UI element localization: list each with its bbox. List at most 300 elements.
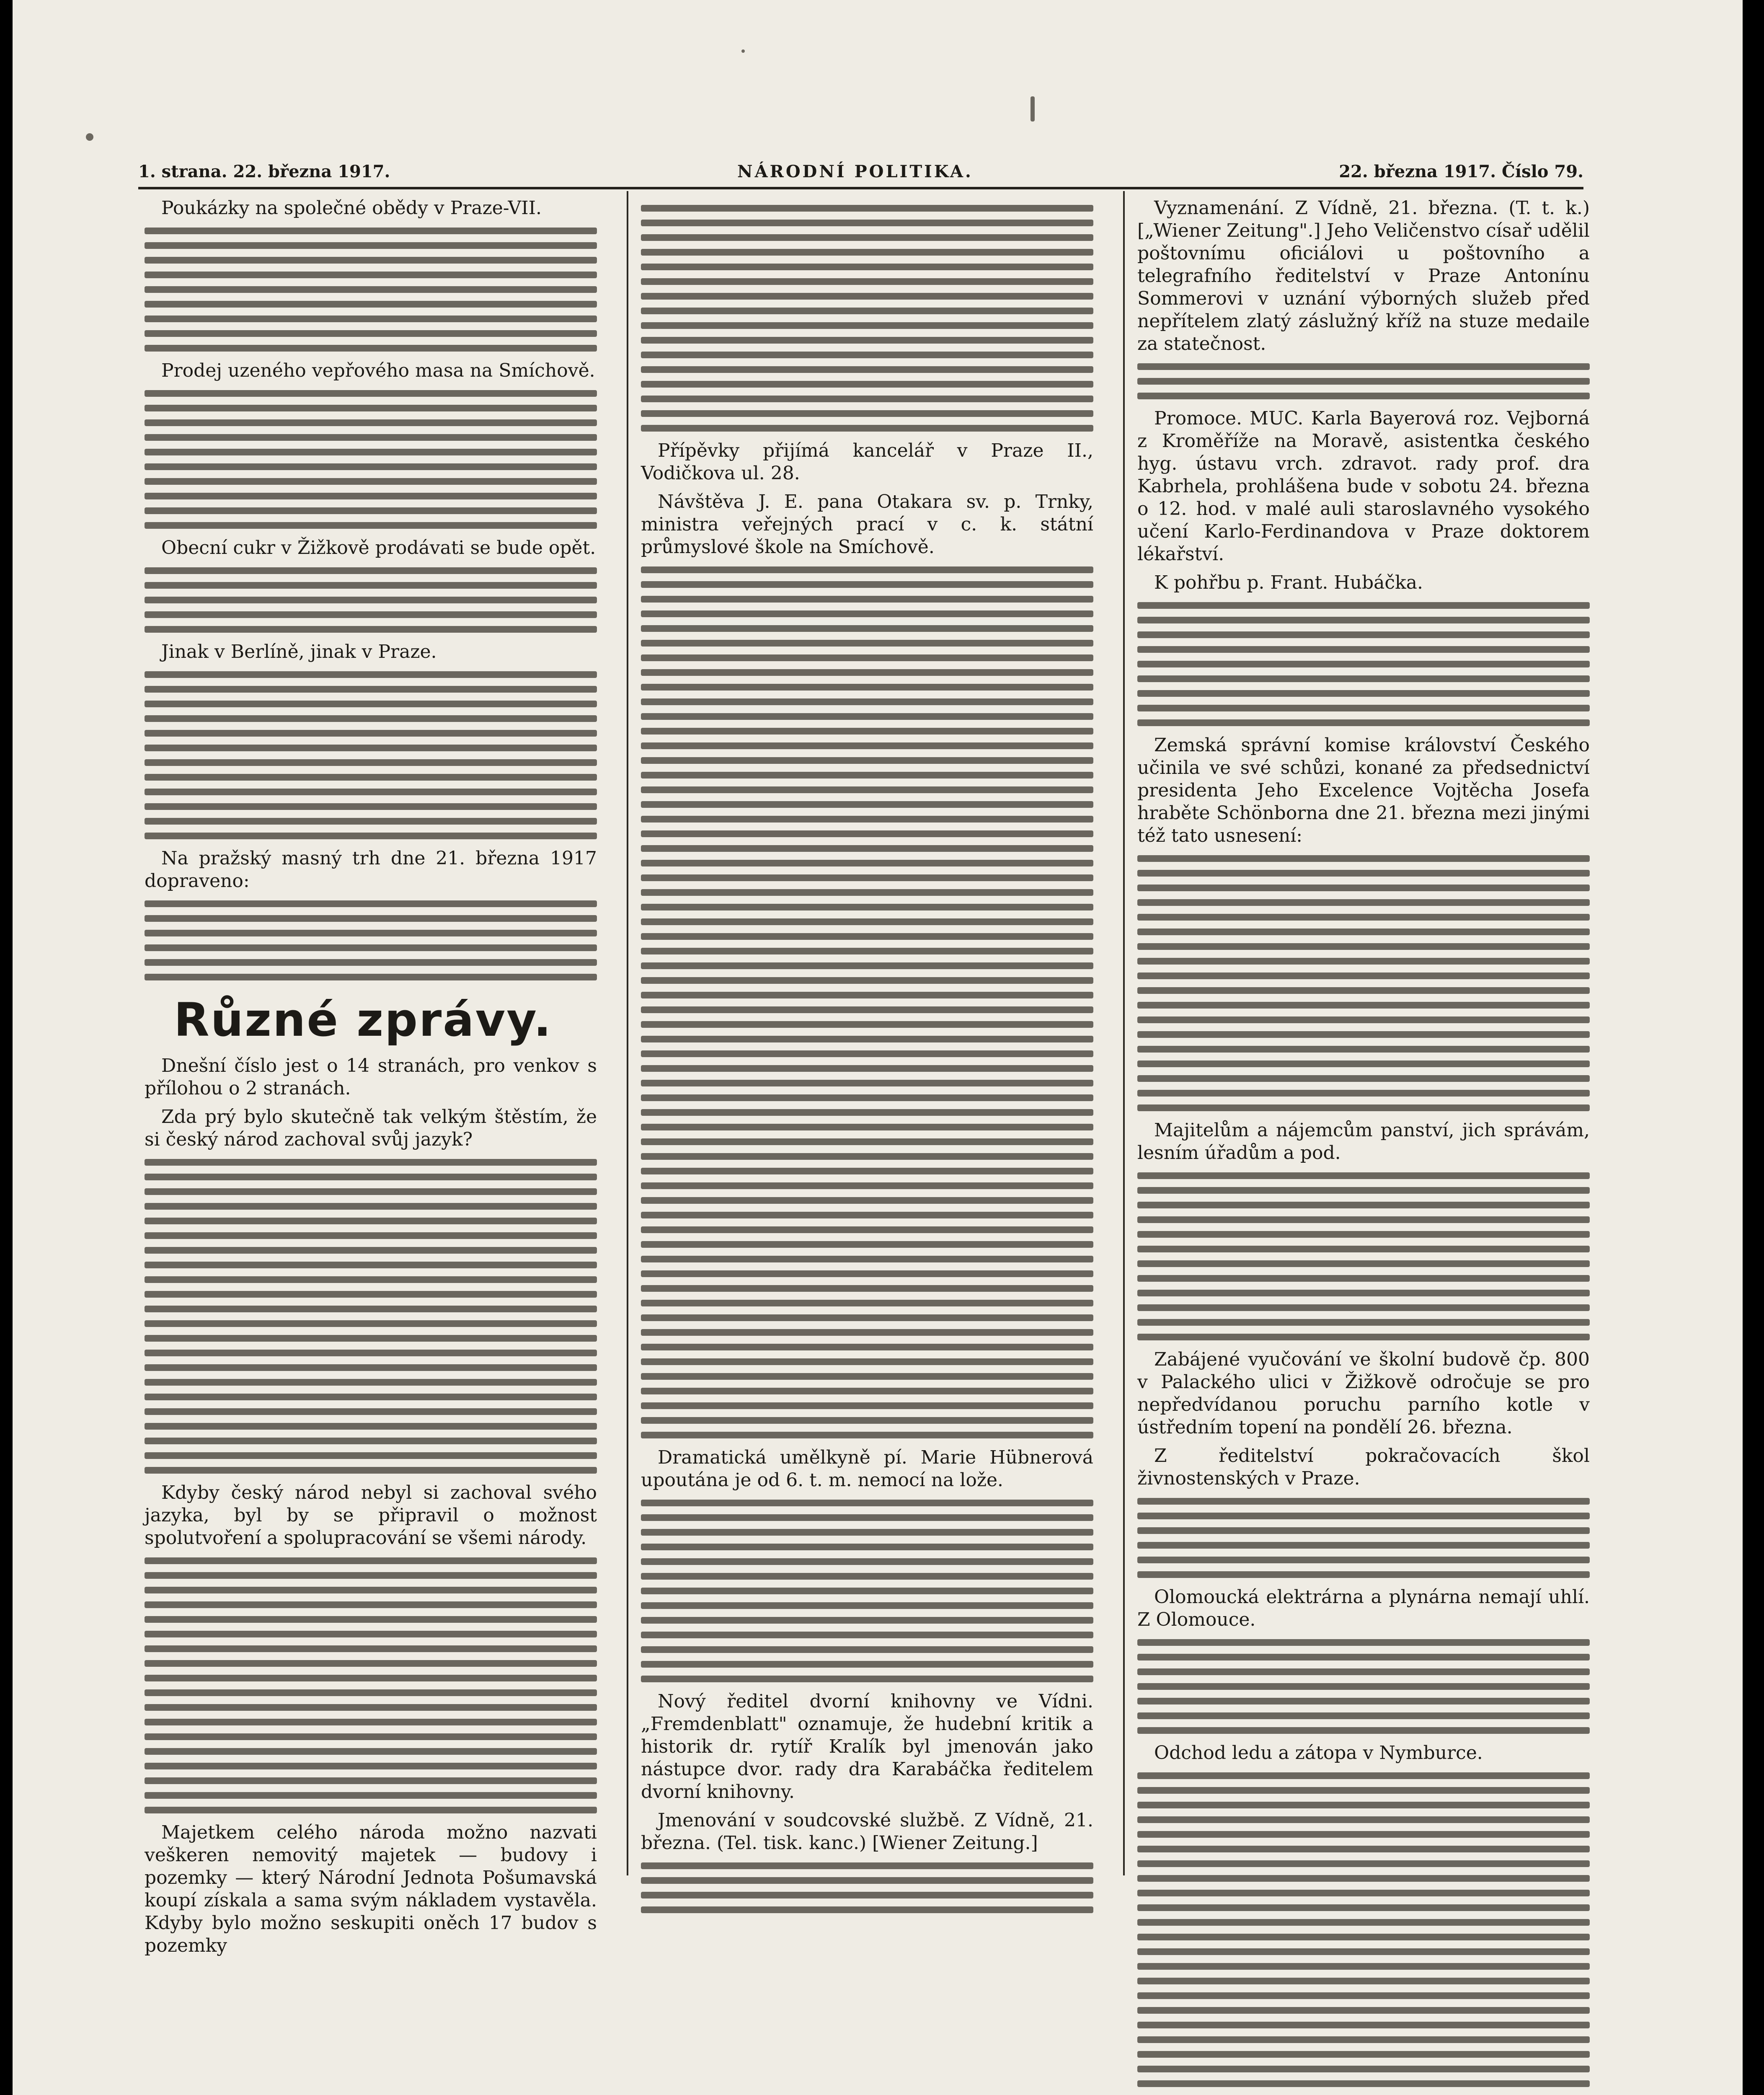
illegible-text-line <box>1137 1172 1590 1179</box>
illegible-text-line <box>145 507 597 514</box>
illegible-text-line <box>145 1675 597 1681</box>
illegible-text-block <box>145 228 597 352</box>
illegible-text-line <box>1137 1498 1590 1505</box>
illegible-text-line <box>145 1719 597 1725</box>
illegible-text-line <box>1137 2080 1590 2087</box>
illegible-text-line <box>1137 1075 1590 1082</box>
illegible-text-line <box>641 786 1093 793</box>
illegible-text-line <box>145 390 597 397</box>
illegible-text-line <box>145 900 597 907</box>
article-paragraph: K pohřbu p. Frant. Hubáčka. <box>1154 572 1423 593</box>
illegible-text-line <box>641 1036 1093 1042</box>
illegible-text-line <box>1137 705 1590 711</box>
article-paragraph: Nový ředitel dvorní knihovny ve Vídni. „Fremdenblatt" oznamuje, že hudební kritik a historik dr. rytíř Kralík byl jmenován jako nástupce dvor. rady dra Karabáčka ředitelem dvorní knihovny. <box>641 1691 1093 1803</box>
illegible-text-line <box>641 1197 1093 1204</box>
print-speck <box>1031 96 1035 122</box>
illegible-text-line <box>145 774 597 781</box>
illegible-text-line <box>1137 1639 1590 1646</box>
illegible-text-line <box>1137 1904 1590 1911</box>
illegible-text-line <box>145 1394 597 1400</box>
article-paragraph: Dramatická umělkyně pí. Marie Hübnerová upoutána je od 6. t. m. nemocí na lože. <box>641 1447 1093 1491</box>
illegible-text-line <box>1137 870 1590 877</box>
illegible-text-line <box>641 830 1093 837</box>
illegible-text-line <box>145 1616 597 1623</box>
illegible-text-line <box>145 1232 597 1239</box>
illegible-text-line <box>1137 1712 1590 1719</box>
illegible-text-line <box>641 566 1093 573</box>
illegible-text-line <box>641 381 1093 388</box>
illegible-text-line <box>145 789 597 795</box>
illegible-text-line <box>641 933 1093 940</box>
illegible-text-block <box>145 900 597 980</box>
illegible-text-line <box>1137 914 1590 921</box>
illegible-text-line <box>641 962 1093 969</box>
illegible-text-line <box>641 410 1093 417</box>
illegible-text-line <box>641 918 1093 925</box>
illegible-text-line <box>641 757 1093 764</box>
illegible-text-line <box>641 1602 1093 1609</box>
header-page-date: 1. strana. 22. března 1917. <box>138 162 390 181</box>
illegible-text-line <box>145 1188 597 1195</box>
illegible-text-line <box>1137 885 1590 891</box>
illegible-text-line <box>641 1212 1093 1218</box>
illegible-text-line <box>641 352 1093 358</box>
illegible-text-line <box>145 1335 597 1342</box>
illegible-text-line <box>1137 1031 1590 1038</box>
illegible-text-line <box>641 1300 1093 1306</box>
article-paragraph: Poukázky na společné obědy v Praze-VII. <box>161 197 542 219</box>
illegible-text-line <box>145 228 597 234</box>
illegible-text-line <box>641 1417 1093 1424</box>
illegible-text-block <box>1137 1639 1590 1734</box>
illegible-text-line <box>1137 1948 1590 1955</box>
illegible-text-line <box>1137 1319 1590 1326</box>
illegible-text-line <box>145 1587 597 1593</box>
illegible-text-line <box>641 1544 1093 1550</box>
illegible-text-line <box>641 977 1093 984</box>
illegible-text-line <box>1137 1513 1590 1519</box>
illegible-text-line <box>145 701 597 707</box>
illegible-text-line <box>145 915 597 922</box>
illegible-text-line <box>1137 2022 1590 2028</box>
article-paragraph: Zemská správní komise království Českého učinila ve své schůzi, konané za předsednictví presidenta Jeho Excelence Vojtěcha Josefa hraběte Schönborna dne 21. března mezi jinými též tato usnesení: <box>1137 735 1590 846</box>
illegible-text-line <box>1137 1934 1590 1940</box>
illegible-text-line <box>641 1138 1093 1145</box>
illegible-text-line <box>641 1558 1093 1565</box>
illegible-text-line <box>641 713 1093 720</box>
illegible-text-line <box>145 1276 597 1283</box>
illegible-text-line <box>145 478 597 485</box>
illegible-text-line <box>1137 631 1590 638</box>
illegible-text-line <box>145 759 597 766</box>
article-paragraph: Návštěva J. E. pana Otakara sv. p. Trnky, ministra veřejných prací v c. k. státní průmyslové škole na Smíchově. <box>641 491 1093 558</box>
illegible-text-line <box>641 1109 1093 1116</box>
illegible-text-line <box>145 930 597 936</box>
newspaper-page <box>13 0 1743 2095</box>
illegible-text-line <box>1137 1787 1590 1794</box>
illegible-text-line <box>145 582 597 589</box>
illegible-text-line <box>1137 1978 1590 1984</box>
illegible-text-line <box>641 1124 1093 1130</box>
illegible-text-line <box>641 1500 1093 1506</box>
illegible-text-line <box>1137 393 1590 399</box>
illegible-text-line <box>1137 1016 1590 1023</box>
illegible-text-line <box>145 1423 597 1430</box>
illegible-text-line <box>641 1080 1093 1086</box>
illegible-text-line <box>145 1467 597 1474</box>
illegible-text-line <box>641 596 1093 603</box>
illegible-text-line <box>1137 1963 1590 1970</box>
illegible-text-line <box>641 1050 1093 1057</box>
illegible-text-block <box>1137 1772 1590 2095</box>
illegible-text-line <box>641 698 1093 705</box>
column-2 <box>641 197 1093 1921</box>
illegible-text-line <box>1137 1060 1590 1067</box>
illegible-text-line <box>641 1632 1093 1638</box>
illegible-text-line <box>145 1763 597 1769</box>
illegible-text-line <box>641 278 1093 285</box>
illegible-text-line <box>641 249 1093 256</box>
illegible-text-line <box>1137 1992 1590 1999</box>
illegible-text-line <box>1137 1816 1590 1823</box>
illegible-text-line <box>641 1241 1093 1248</box>
illegible-text-line <box>1137 2051 1590 2058</box>
illegible-text-line <box>145 1572 597 1579</box>
illegible-text-line <box>1137 1187 1590 1194</box>
illegible-text-line <box>641 874 1093 881</box>
column-divider <box>1123 191 1125 1875</box>
illegible-text-line <box>1137 1527 1590 1534</box>
illegible-text-line <box>145 1408 597 1415</box>
illegible-text-line <box>1137 972 1590 979</box>
illegible-text-line <box>145 1777 597 1784</box>
article-paragraph: Majetkem celého národa možno nazvati veškeren nemovitý majetek — budovy i pozemky — který Národní Jednota Pošumavská koupí získala a sama svým nákladem vystavěla. Kdyby bylo možno seskupiti oněch 17 budov s pozemky <box>145 1822 597 1956</box>
article-paragraph: Dnešní číslo jest o 14 stranách, pro venkov s přílohou o 2 stranách. <box>145 1055 597 1099</box>
illegible-text-line <box>1137 1683 1590 1690</box>
illegible-text-line <box>641 1344 1093 1350</box>
illegible-text-line <box>145 1247 597 1254</box>
illegible-text-line <box>145 686 597 693</box>
illegible-text-line <box>145 1733 597 1740</box>
column-1 <box>145 197 597 1963</box>
illegible-text-block <box>145 1557 597 1813</box>
illegible-text-line <box>145 316 597 322</box>
illegible-text-line <box>641 948 1093 954</box>
illegible-text-line <box>641 308 1093 314</box>
illegible-text-line <box>145 272 597 278</box>
illegible-text-line <box>145 1203 597 1210</box>
illegible-text-line <box>145 1645 597 1652</box>
illegible-text-line <box>145 1159 597 1166</box>
illegible-text-line <box>641 1588 1093 1594</box>
illegible-text-line <box>1137 1919 1590 1926</box>
illegible-text-line <box>641 581 1093 588</box>
illegible-text-line <box>145 1601 597 1608</box>
illegible-text-line <box>1137 2036 1590 2043</box>
illegible-text-line <box>1137 1275 1590 1282</box>
article-paragraph: Promoce. MUC. Karla Bayerová roz. Vejborná z Kroměříže na Moravě, asistentka českého hyg. ústavu vrch. zdravot. rady prof. dra Kabrhela, prohlášena bude v sobotu 24. března o 12. hod. v malé auli staroslavného vysokého učení Karlo-Ferdinandova v Praze doktorem lékařství. <box>1137 408 1590 565</box>
illegible-text-line <box>641 992 1093 998</box>
illegible-text-line <box>641 654 1093 661</box>
article-paragraph: Zabájené vyučování ve školní budově čp. 800 v Palackého ulici v Žižkově odročuje se pro nepředvídanou poruchu parního kotle v ústředním topení na pondělí 26. března. <box>1137 1349 1590 1438</box>
illegible-text-line <box>641 1661 1093 1668</box>
illegible-text-line <box>1137 1727 1590 1734</box>
illegible-text-line <box>145 1438 597 1444</box>
article-paragraph: Jmenování v soudcovské službě. Z Vídně, 21. března. (Tel. tisk. kanc.) [Wiener Zeitung.] <box>641 1810 1093 1854</box>
illegible-text-line <box>641 1270 1093 1277</box>
illegible-text-line <box>1137 602 1590 609</box>
article-paragraph: Odchod ledu a zátopa v Nymburce. <box>1154 1742 1483 1764</box>
illegible-text-line <box>641 1256 1093 1262</box>
article-paragraph: Přípěvky přijímá kancelář v Praze II., Vodičkova ul. 28. <box>641 440 1093 484</box>
illegible-text-line <box>1137 1802 1590 1808</box>
illegible-text-line <box>641 366 1093 373</box>
illegible-text-line <box>1137 987 1590 994</box>
illegible-text-line <box>1137 1090 1590 1097</box>
illegible-text-line <box>641 742 1093 749</box>
illegible-text-line <box>641 772 1093 779</box>
print-speck <box>741 49 745 53</box>
illegible-text-line <box>641 669 1093 676</box>
illegible-text-line <box>641 801 1093 808</box>
illegible-text-line <box>641 1329 1093 1336</box>
print-speck <box>86 133 93 141</box>
illegible-text-line <box>641 1094 1093 1101</box>
illegible-text-line <box>145 1320 597 1327</box>
illegible-text-line <box>641 337 1093 344</box>
illegible-text-line <box>145 597 597 603</box>
section-heading: Různé zprávy. <box>174 993 553 1047</box>
illegible-text-line <box>145 1379 597 1386</box>
illegible-text-line <box>145 463 597 470</box>
illegible-text-line <box>1137 1571 1590 1578</box>
illegible-text-line <box>641 1373 1093 1380</box>
illegible-text-line <box>145 1174 597 1180</box>
illegible-text-line <box>641 1168 1093 1174</box>
illegible-text-line <box>1137 1698 1590 1704</box>
illegible-text-line <box>1137 661 1590 667</box>
illegible-text-line <box>641 625 1093 632</box>
header-masthead: NÁRODNÍ POLITIKA. <box>737 162 973 181</box>
illegible-text-line <box>641 1153 1093 1160</box>
illegible-text-line <box>1137 1231 1590 1238</box>
illegible-text-line <box>1137 1890 1590 1896</box>
illegible-text-line <box>145 944 597 951</box>
illegible-text-line <box>1137 1104 1590 1111</box>
illegible-text-block <box>641 1006 1093 1438</box>
illegible-text-line <box>145 1306 597 1312</box>
illegible-text-line <box>145 1364 597 1371</box>
illegible-text-line <box>641 889 1093 896</box>
illegible-text-line <box>145 242 597 249</box>
illegible-text-block <box>1137 1498 1590 1578</box>
illegible-text-line <box>145 567 597 574</box>
illegible-text-block <box>1137 602 1590 726</box>
illegible-text-line <box>641 425 1093 432</box>
illegible-text-block <box>641 205 1093 432</box>
illegible-text-line <box>641 904 1093 910</box>
illegible-text-line <box>1137 1304 1590 1311</box>
illegible-text-line <box>145 1792 597 1799</box>
article-paragraph: Majitelům a nájemcům panství, jich správám, lesním úřadům a pod. <box>1137 1120 1590 1164</box>
illegible-text-line <box>641 1358 1093 1365</box>
illegible-text-line <box>641 1617 1093 1624</box>
illegible-text-line <box>1137 1246 1590 1252</box>
illegible-text-line <box>145 959 597 966</box>
illegible-text-line <box>641 1285 1093 1292</box>
illegible-text-line <box>641 322 1093 329</box>
illegible-text-line <box>641 1402 1093 1409</box>
illegible-text-line <box>145 449 597 455</box>
illegible-text-line <box>145 671 597 678</box>
illegible-text-line <box>1137 1772 1590 1779</box>
illegible-text-line <box>145 974 597 980</box>
illegible-text-line <box>1137 646 1590 653</box>
illegible-text-line <box>145 330 597 337</box>
illegible-text-line <box>641 640 1093 647</box>
illegible-text-line <box>641 293 1093 300</box>
illegible-text-line <box>1137 719 1590 726</box>
illegible-text-block <box>145 1159 597 1474</box>
illegible-text-line <box>641 1021 1093 1028</box>
illegible-text-line <box>1137 1260 1590 1267</box>
illegible-text-line <box>145 833 597 839</box>
column-3 <box>1137 197 1590 2095</box>
illegible-text-line <box>641 234 1093 241</box>
illegible-text-line <box>641 1892 1093 1898</box>
illegible-text-line <box>1137 1831 1590 1838</box>
illegible-text-block <box>1137 363 1590 399</box>
illegible-text-block <box>145 567 597 633</box>
illegible-text-line <box>641 1432 1093 1438</box>
illegible-text-line <box>145 522 597 529</box>
illegible-text-block <box>1137 1172 1590 1340</box>
illegible-text-line <box>145 1291 597 1298</box>
illegible-text-line <box>145 493 597 499</box>
illegible-text-line <box>1137 899 1590 906</box>
illegible-text-line <box>641 1529 1093 1536</box>
illegible-text-line <box>145 301 597 308</box>
illegible-text-line <box>145 257 597 264</box>
illegible-text-line <box>641 728 1093 735</box>
illegible-text-line <box>1137 1875 1590 1882</box>
illegible-text-block <box>1137 855 1590 1111</box>
article-paragraph: Jinak v Berlíně, jinak v Praze. <box>161 641 437 662</box>
illegible-text-line <box>1137 1202 1590 1208</box>
illegible-text-line <box>145 818 597 825</box>
illegible-text-line <box>641 845 1093 852</box>
illegible-text-line <box>1137 1668 1590 1675</box>
illegible-text-line <box>1137 617 1590 623</box>
illegible-text-line <box>641 396 1093 402</box>
illegible-text-line <box>145 1262 597 1268</box>
article-paragraph: Prodej uzeného vepřového masa na Smíchově. <box>161 360 595 381</box>
header-date-issue: 22. března 1917. Číslo 79. <box>1339 162 1583 181</box>
illegible-text-line <box>1137 1542 1590 1549</box>
illegible-text-line <box>641 1514 1093 1521</box>
illegible-text-line <box>1137 1860 1590 1867</box>
illegible-text-block <box>145 390 597 529</box>
illegible-text-line <box>1137 1557 1590 1563</box>
illegible-text-line <box>145 286 597 293</box>
illegible-text-line <box>1137 958 1590 965</box>
illegible-text-line <box>641 1877 1093 1884</box>
illegible-text-block <box>641 566 1093 998</box>
illegible-text-line <box>641 1065 1093 1072</box>
column-divider <box>627 191 628 1875</box>
illegible-text-line <box>145 1748 597 1755</box>
illegible-text-line <box>641 1006 1093 1013</box>
illegible-text-line <box>641 610 1093 617</box>
illegible-text-line <box>641 1226 1093 1233</box>
illegible-text-line <box>1137 855 1590 862</box>
illegible-text-line <box>1137 378 1590 385</box>
article-paragraph: Na pražský masný trh dne 21. března 1917 dopraveno: <box>145 848 597 892</box>
illegible-text-line <box>145 626 597 633</box>
illegible-text-line <box>641 816 1093 822</box>
illegible-text-line <box>145 1350 597 1356</box>
illegible-text-line <box>145 1631 597 1637</box>
illegible-text-line <box>1137 929 1590 935</box>
illegible-text-line <box>1137 2066 1590 2072</box>
illegible-text-line <box>145 1807 597 1813</box>
illegible-text-line <box>1137 943 1590 950</box>
page-header <box>138 162 1583 187</box>
illegible-text-line <box>1137 1216 1590 1223</box>
illegible-text-line <box>145 1452 597 1459</box>
illegible-text-line <box>145 730 597 737</box>
illegible-text-line <box>641 1862 1093 1869</box>
header-rule <box>138 187 1583 189</box>
illegible-text-line <box>145 1557 597 1564</box>
illegible-text-block <box>641 1500 1093 1682</box>
illegible-text-line <box>145 745 597 751</box>
article-paragraph: Kdyby český národ nebyl si zachoval svého jazyka, byl by se připravil o možnost spolutvoření a spolupracování se všemi národy. <box>145 1482 597 1549</box>
article-paragraph: Obecní cukr v Žižkově prodávati se bude opět. <box>161 537 596 559</box>
illegible-text-line <box>641 1646 1093 1653</box>
illegible-text-line <box>145 345 597 352</box>
illegible-text-line <box>641 1182 1093 1189</box>
illegible-text-line <box>145 1218 597 1224</box>
illegible-text-line <box>641 264 1093 270</box>
illegible-text-line <box>1137 1334 1590 1340</box>
article-paragraph: Z ředitelství pokračovacích škol živnostenských v Praze. <box>1137 1445 1590 1489</box>
illegible-text-line <box>145 611 597 618</box>
illegible-text-line <box>145 803 597 810</box>
illegible-text-line <box>641 1314 1093 1321</box>
illegible-text-line <box>641 1906 1093 1913</box>
illegible-text-line <box>145 715 597 722</box>
illegible-text-block <box>641 1862 1093 1913</box>
illegible-text-line <box>641 1676 1093 1682</box>
illegible-text-line <box>1137 363 1590 370</box>
illegible-text-line <box>641 205 1093 212</box>
article-paragraph: Vyznamenání. Z Vídně, 21. března. (T. t. k.) [„Wiener Zeitung".] Jeho Veličenstvo císař udělil poštovnímu oficiálovi u poštovního a telegrafního ředitelství v Praze Antonínu Sommerovi v uznání výborných služeb před nepřítelem zlatý záslužný kříž na stuze medaile za statečnost. <box>1137 197 1590 354</box>
illegible-text-line <box>145 419 597 426</box>
illegible-text-line <box>1137 2007 1590 2014</box>
illegible-text-line <box>145 1660 597 1667</box>
illegible-text-line <box>1137 1654 1590 1660</box>
article-paragraph: Olomoucká elektrárna a plynárna nemají uhlí. Z Olomouce. <box>1137 1586 1590 1630</box>
illegible-text-line <box>1137 1290 1590 1296</box>
illegible-text-line <box>1137 690 1590 697</box>
illegible-text-block <box>145 671 597 839</box>
illegible-text-line <box>641 220 1093 226</box>
illegible-text-line <box>641 684 1093 691</box>
illegible-text-line <box>145 434 597 441</box>
illegible-text-line <box>1137 1046 1590 1053</box>
illegible-text-line <box>145 405 597 411</box>
